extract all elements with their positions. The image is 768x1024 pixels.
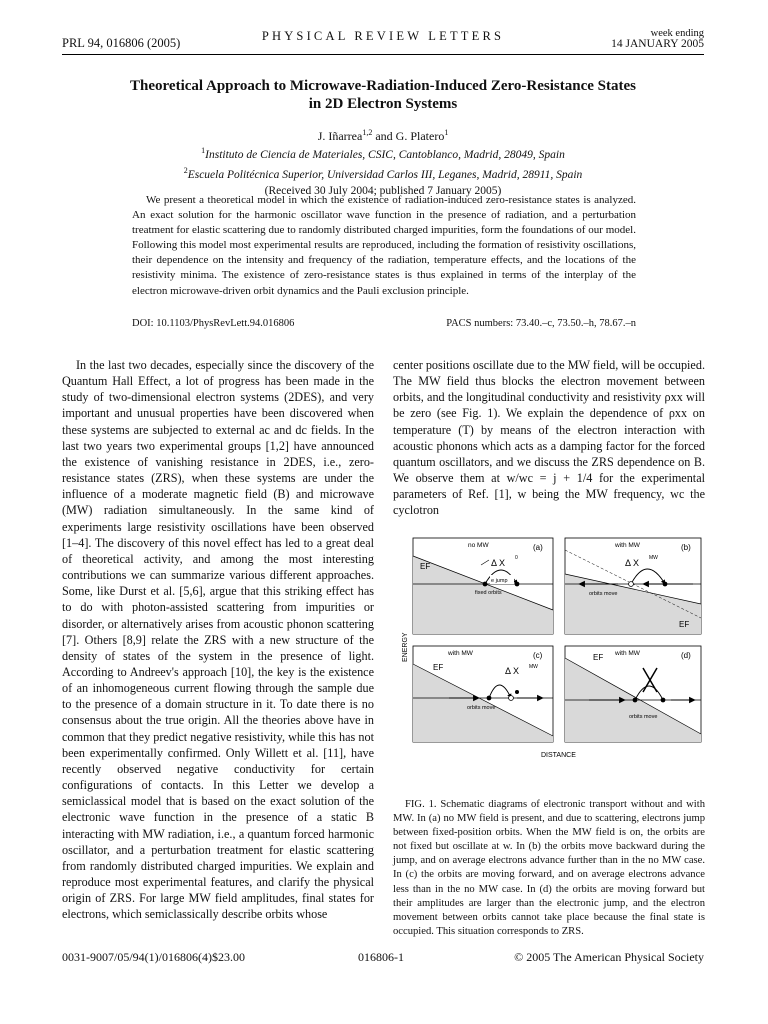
affiliations <box>62 143 704 199</box>
received-date: (Received 30 July 2004; published 7 January 2005) <box>264 184 502 197</box>
abstract: We present a theoretical model in which the existence of radiation-induced zero-resistance states is analyzed. An exact solution for the harmonic oscillator wave function in the presence of radiation, and a perturbation treatment for elastic scattering due to randomly distributed charged impurities, form the foundations of our model. Following this model most experimental results are reproduced, including the formation of resistivity oscillations, their dependence on the intensity and frequency of the radiation, temperature effects, and the locations of the resistivity minima. The existence of zero-resistance states is thus explained in terms of the interplay of the electron microwave-driven orbit dynamics and the Pauli exclusion principle. <box>132 194 636 297</box>
page-number: 016806-1 <box>358 950 404 964</box>
doi[interactable]: DOI: 10.1103/PhysRevLett.94.016806 <box>132 318 295 329</box>
panel-b-label: with MW <box>615 542 640 549</box>
panel-d-label: with MW <box>615 650 640 657</box>
panel-b-tag: (b) <box>681 543 691 552</box>
author-list <box>62 125 704 144</box>
figure-1 <box>393 532 705 764</box>
panel-d <box>565 646 701 742</box>
panel-a-note-jump: e jump <box>491 578 508 584</box>
author-conjunction: and <box>372 129 396 143</box>
copyright: © 2005 The American Physical Society <box>514 950 704 964</box>
affiliation-1: $^1$Instituto de Ciencia de Materiales, CSIC, Cantoblanco, Madrid, 28049, Spain <box>201 146 565 161</box>
footer-code: 0031-9007/05/94(1)/016806(4)$23.00 <box>62 950 245 964</box>
panel-a-delta-sup: 0 <box>515 555 518 561</box>
panel-d-fermi-label: EF <box>593 653 604 662</box>
running-header <box>62 28 704 50</box>
panel-c-delta-label: Δ X <box>505 666 520 676</box>
panel-c-note-orbits: orbits move <box>467 705 496 711</box>
figure-x-axis-label: DISTANCE <box>541 752 576 759</box>
figure-y-axis-label: ENERGY <box>402 632 409 662</box>
page-footer <box>62 950 704 968</box>
panel-a-label: no MW <box>468 542 489 549</box>
panel-a-tag: (a) <box>533 543 543 552</box>
figure-1-caption: FIG. 1. Schematic diagrams of electronic transport without and with MW. In (a) no MW field is present, and due to scattering, electrons jump between fixed-position orbits. When the MW field is on, the orbits are not fixed but oscillate at w. In (b) the orbits move backward during the jump, and on average electrons advance further than in the no MW case. In (c) the orbits are moving forward, and on average electrons advance less than in the no MW case. In (d) the orbits are moving forward but their amplitudes are larger than the electronic jump, and the electron movement between orbits cannot take place because the final state is occupied. This situation corresponds to ZRS. <box>393 799 705 937</box>
panel-b-note-orbits: orbits move <box>589 591 618 597</box>
issue-date <box>611 28 704 50</box>
author-2: G. Platero <box>395 129 445 143</box>
panel-a <box>413 538 553 634</box>
panel-c-label: with MW <box>448 650 473 657</box>
panel-b-delta-label: Δ X <box>625 558 640 568</box>
week-ending-label: week ending <box>650 28 704 39</box>
title-line-1: Theoretical Approach to Microwave-Radiation-Induced Zero-Resistance States <box>130 78 636 94</box>
panel-a-delta-label: Δ X <box>491 558 506 568</box>
author-2-affil: 1 <box>444 128 449 137</box>
title-line-2: in 2D Electron Systems <box>308 96 458 112</box>
panel-b-delta-sup: MW <box>649 555 658 561</box>
body-left-column <box>62 357 374 922</box>
journal-name: PHYSICAL REVIEW LETTERS <box>261 29 505 43</box>
body-right-column <box>393 357 705 519</box>
pacs-numbers: PACS numbers: 73.40.–c, 73.50.–h, 78.67.–n <box>446 318 636 329</box>
journal-reference: PRL 94, 016806 (2005) <box>62 36 181 50</box>
paper-title <box>62 77 704 113</box>
author-1: J. Iñarrea <box>317 129 363 143</box>
panel-c-delta-sup: MW <box>529 664 538 670</box>
body-paragraph: In the last two decades, especially since the discovery of the Quantum Hall Effect, a lot of progress has been made in the study of two-dimensional electron systems (2DES), and very important and unusual properties have been discovered when these systems are subjected to external ac and dc fields. In the last two years two experimental groups [1,2] have announced the existence of vanishing resistance in 2DES, i.e., zero-resistance states (ZRS), when these systems are under the influence of a moderate magnetic field (B) and microwave (MW) radiation simultaneously. In the same kind of experiments large resistivity oscillations have been observed [1–4]. The discovery of this novel effect has led to a great deal of theoretical activity, and among the most interesting contributions we can summarize various different approaches. Some, like Durst et al. [5,6], argue that this striking effect has to do with photon-assisted scattering from impurities or disorder, or alternatively arises from acoustic phonon scattering [7]. Others [8,9] relate the ZRS with a new structure of the density of states of the system in the presence of light. According to Andreev's approach [10], the key is the existence of an inhomogeneous current flowing through the sample due to the presence of a domain structure in it. To date there is no consensus about the true origin. All the theories above have in common that they predict negative resistivity, while this has not been experimentally confirmed. Only Willett et al. [11], have recently observed negative conductivity for certain configurations of contacts. In this Letter we develop a semiclassical model that is based on the exact solution of the electronic wave function in the presence of a static B interacting with MW radiation, i.e., a quantum forced harmonic oscillator, and a perturbation treatment for elastic scattering from randomly distributed charged impurities. We explain and reproduce most experimental features, and clarify the physical origin of ZRS. For large MW field amplitudes, final states for electrons, which semiclassically describe orbits whose <box>62 358 374 922</box>
panel-b <box>565 538 701 634</box>
panel-d-tag: (d) <box>681 651 691 660</box>
header-rule <box>62 54 704 55</box>
panel-c-tag: (c) <box>533 651 543 660</box>
panel-c-fermi-label: EF <box>433 663 444 672</box>
panel-c <box>413 646 553 742</box>
body-paragraph-continued: center positions oscillate due to the MW field, will be occupied. The MW field thus blocks the electron movement between orbits, and the longitudinal conductivity and resistivity ρxx will be zero (see Fig. 1). We explain the dependence of ρxx on temperature (T) by means of the electron interaction with acoustic phonons which acts as a damping factor for the forced quantum oscillators, and we discuss the ZRS dependence on B. We observe them at w/wc = j + 1/4 for the experimental parameters of Ref. [1], w being the MW frequency, wc the cyclotron <box>393 358 705 518</box>
panel-d-note-orbits: orbits move <box>629 714 658 720</box>
week-ending-date: 14 JANUARY 2005 <box>611 38 704 50</box>
panel-a-note-orbits: fixed orbits <box>475 590 502 596</box>
doi-pacs-line <box>132 318 636 329</box>
affiliation-2: $^2$Escuela Politécnica Superior, Universidad Carlos III, Leganes, Madrid, 28911, Spain <box>183 166 583 182</box>
panel-a-fermi-label: EF <box>420 562 431 571</box>
author-1-affil: 1,2 <box>362 128 373 137</box>
panel-b-fermi-label: EF <box>679 620 690 629</box>
